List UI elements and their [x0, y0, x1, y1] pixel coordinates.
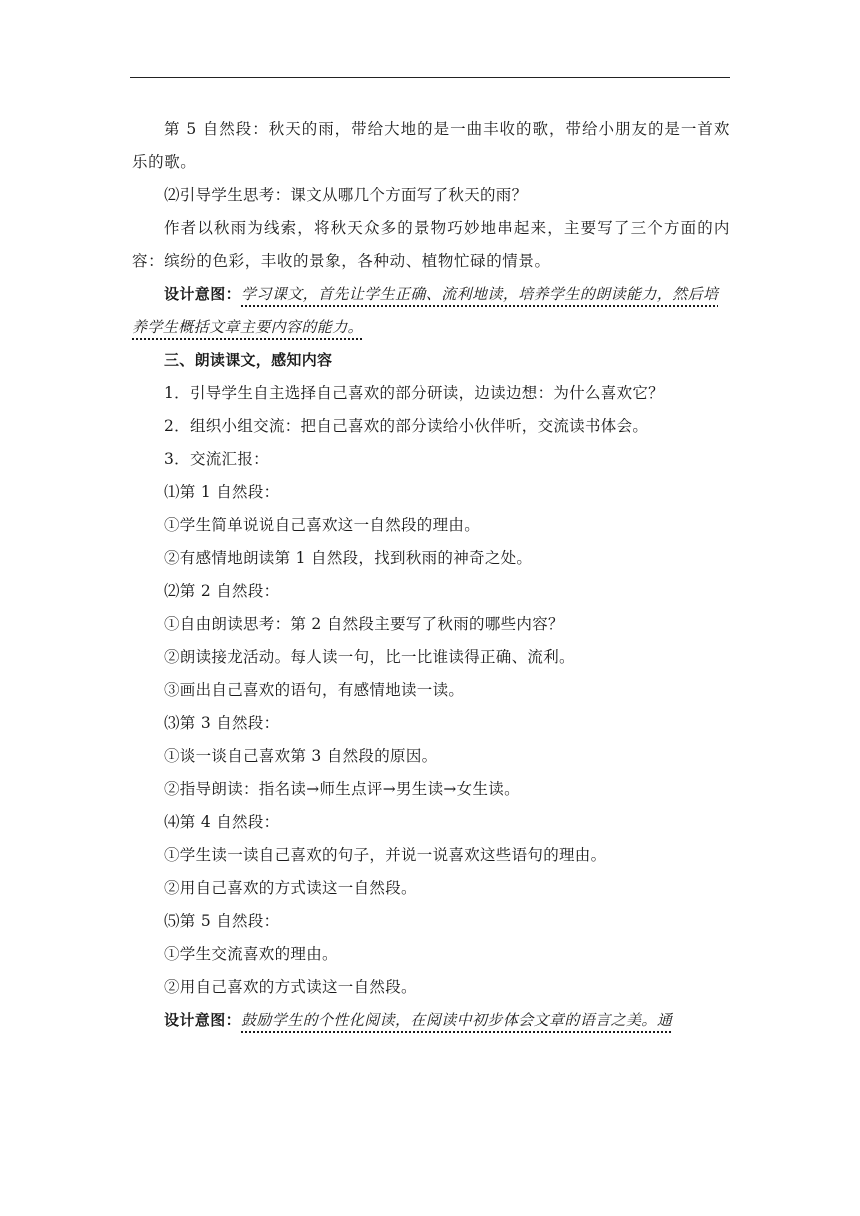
paragraph-3-heading: ⑶第 3 自然段： [164, 714, 280, 732]
paragraph-5-heading: ⑸第 5 自然段： [164, 912, 280, 930]
design-intent-1 [132, 278, 730, 344]
paragraph-4-heading: ⑷第 4 自然段： [164, 813, 280, 831]
paragraph-3-item-b: ②指导朗读：指名读→师生点评→男生读→女生读。 [164, 780, 520, 798]
step-2: 2．组织小组交流：把自己喜欢的部分读给小伙伴听，交流读书体会。 [164, 417, 649, 435]
design-intent-2 [132, 1004, 730, 1037]
design-intent-text: 学习课文，首先让学生正确、流利地读，培养学生的朗读能力，然后培养学生概括文章主要内容的能力。 [132, 285, 719, 336]
paragraph-2-item-b: ②朗读接龙活动。每人读一句，比一比谁读得正确、流利。 [164, 648, 575, 666]
paragraph-1-item-b: ②有感情地朗读第 1 自然段，找到秋雨的神奇之处。 [164, 549, 533, 567]
paragraph-4-item-a: ①学生读一读自己喜欢的句子，并说一说喜欢这些语句的理由。 [164, 846, 607, 864]
paragraph-3-item-a: ①谈一谈自己喜欢第 3 自然段的原因。 [164, 747, 438, 765]
paragraph-1-item-a: ①学生简单说说自己喜欢这一自然段的理由。 [164, 516, 481, 534]
paragraph-5-item-b: ②用自己喜欢的方式读这一自然段。 [164, 978, 417, 996]
section-heading-3: 三、朗读课文，感知内容 [164, 351, 333, 369]
paragraph-5-summary: 第 5 自然段：秋天的雨，带给大地的是一曲丰收的歌，带给小朋友的是一首欢乐的歌。 [132, 120, 730, 171]
paragraph-2-item-a: ①自由朗读思考：第 2 自然段主要写了秋雨的哪些内容？ [164, 615, 564, 633]
design-intent-text: 鼓励学生的个性化阅读，在阅读中初步体会文章的语言之美。通 [241, 1011, 673, 1029]
author-summary: 作者以秋雨为线索，将秋天众多的景物巧妙地串起来，主要写了三个方面的内容：缤纷的色彩，丰收的景象，各种动、植物忙碌的情景。 [132, 219, 730, 270]
design-intent-label: 设计意图： [164, 1011, 242, 1029]
step-1: 1．引导学生自主选择自己喜欢的部分研读，边读边想：为什么喜欢它？ [164, 384, 664, 402]
step-3: 3．交流汇报： [164, 450, 269, 468]
paragraph-2-heading: ⑵第 2 自然段： [164, 582, 280, 600]
design-intent-label: 设计意图： [164, 285, 242, 303]
paragraph-1-heading: ⑴第 1 自然段： [164, 483, 280, 501]
question-2: ⑵引导学生思考：课文从哪几个方面写了秋天的雨？ [164, 186, 528, 204]
paragraph-4-item-b: ②用自己喜欢的方式读这一自然段。 [164, 879, 417, 897]
header-rule [130, 77, 730, 78]
document-body [132, 113, 730, 1037]
paragraph-5-item-a: ①学生交流喜欢的理由。 [164, 945, 338, 963]
paragraph-2-item-c: ③画出自己喜欢的语句，有感情地读一读。 [164, 681, 465, 699]
